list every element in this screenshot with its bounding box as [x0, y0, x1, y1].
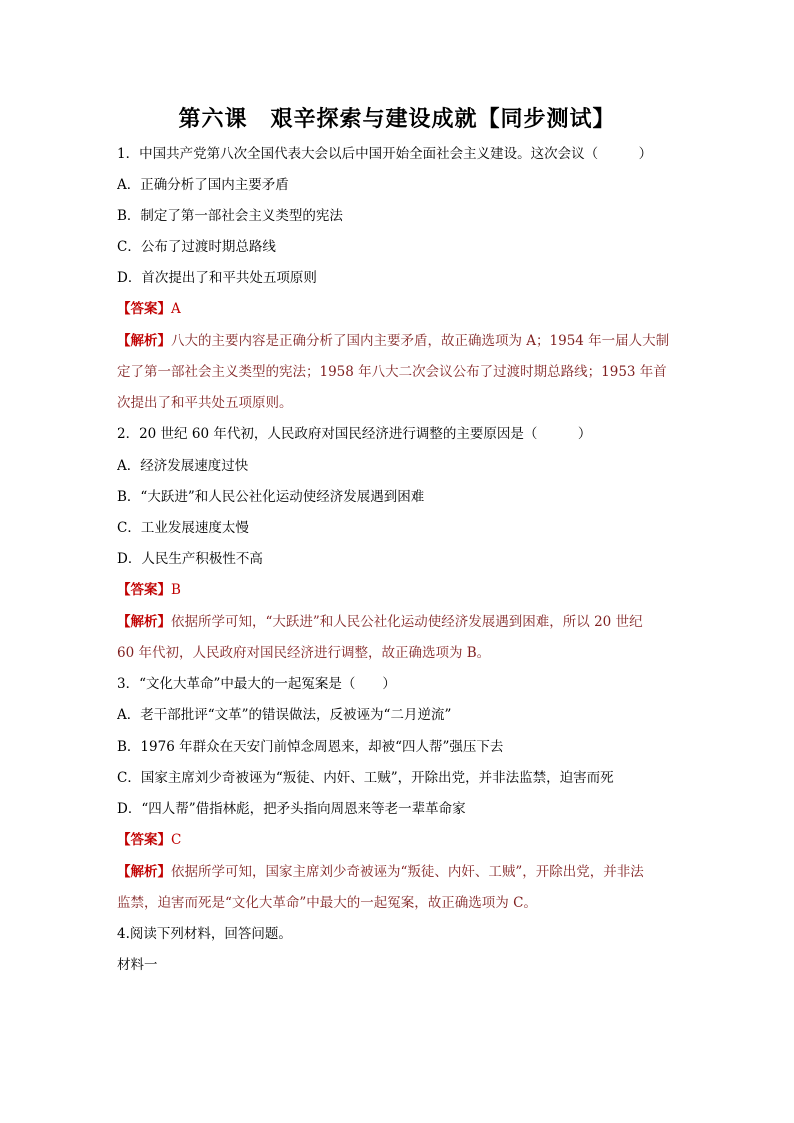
q1-answer-tag: 【答案】 [117, 301, 171, 317]
q1-analysis [117, 331, 677, 351]
q1-analysis-line-2: 定了第一部社会主义类型的宪法；1958 年八大二次会议公布了过渡时期总路线；1953 年首 [117, 364, 667, 380]
q2-analysis-line-2: 60 年代初，人民政府对国民经济进行调整，故正确选项为 B。 [117, 645, 491, 661]
q3-answer-tag: 【答案】 [117, 832, 171, 848]
q1-analysis-line-1: 八大的主要内容是正确分析了国内主要矛盾，故正确选项为 A；1954 年一届人大制 [171, 333, 670, 349]
q2-answer [117, 580, 677, 600]
q3-option-c: C．国家主席刘少奇被诬为“叛徒、内奸、工贼”，开除出党，并非法监禁，迫害而死 [117, 770, 614, 786]
q1-stem: 1．中国共产党第八次全国代表大会以后中国开始全面社会主义建设。这次会议（ ） [117, 146, 653, 162]
q3-option-a: A．老干部批评“文革”的错误做法，反被诬为“二月逆流” [117, 707, 452, 723]
q4-material-label: 材料一 [117, 957, 158, 973]
q1-option-d: D．首次提出了和平共处五项原则 [117, 270, 317, 286]
q1-option-c: C．公布了过渡时期总路线 [117, 239, 276, 255]
q1-analysis-line-3: 次提出了和平共处五项原则。 [117, 395, 293, 411]
q1-option-a: A．正确分析了国内主要矛盾 [117, 177, 289, 193]
q1-analysis-tag: 【解析】 [117, 333, 171, 349]
q2-stem: 2．20 世纪 60 年代初，人民政府对国民经济进行调整的主要原因是（ ） [117, 426, 592, 442]
q2-answer-value: B [171, 582, 181, 598]
q3-stem: 3．“文化大革命”中最大的一起冤案是（ ） [117, 676, 396, 692]
q3-option-d: D．“四人帮”借指林彪，把矛头指向周恩来等老一辈革命家 [117, 801, 466, 817]
q1-option-b: B．制定了第一部社会主义类型的宪法 [117, 208, 343, 224]
q1-answer [117, 299, 677, 319]
page-title: 第六课 艰辛探索与建设成就【同步测试】 [178, 106, 616, 132]
q3-answer [117, 830, 677, 850]
q2-option-c: C．工业发展速度太慢 [117, 520, 249, 536]
q4-stem: 4.阅读下列材料，回答问题。 [117, 926, 292, 942]
q2-analysis-tag: 【解析】 [117, 614, 171, 630]
q2-option-d: D．人民生产积极性不高 [117, 551, 263, 567]
q2-option-a: A．经济发展速度过快 [117, 458, 249, 474]
q2-analysis [117, 612, 677, 632]
q3-analysis-line-2: 监禁，迫害而死是“文化大革命”中最大的一起冤案，故正确选项为 C。 [117, 895, 537, 911]
q2-option-b: B．“大跃进”和人民公社化运动使经济发展遇到困难 [117, 489, 425, 505]
q3-analysis-line-1: 依据所学可知，国家主席刘少奇被诬为“叛徒、内奸、工贼”，开除出党，并非法 [171, 864, 644, 880]
q1-answer-value: A [171, 301, 181, 317]
q3-option-b: B．1976 年群众在天安门前悼念周恩来，却被“四人帮”强压下去 [117, 739, 504, 755]
q3-analysis [117, 862, 677, 882]
q2-analysis-line-1: 依据所学可知，“大跃进”和人民公社化运动使经济发展遇到困难，所以 20 世纪 [171, 614, 643, 630]
q2-answer-tag: 【答案】 [117, 582, 171, 598]
q3-answer-value: C [171, 832, 182, 848]
q3-analysis-tag: 【解析】 [117, 864, 171, 880]
